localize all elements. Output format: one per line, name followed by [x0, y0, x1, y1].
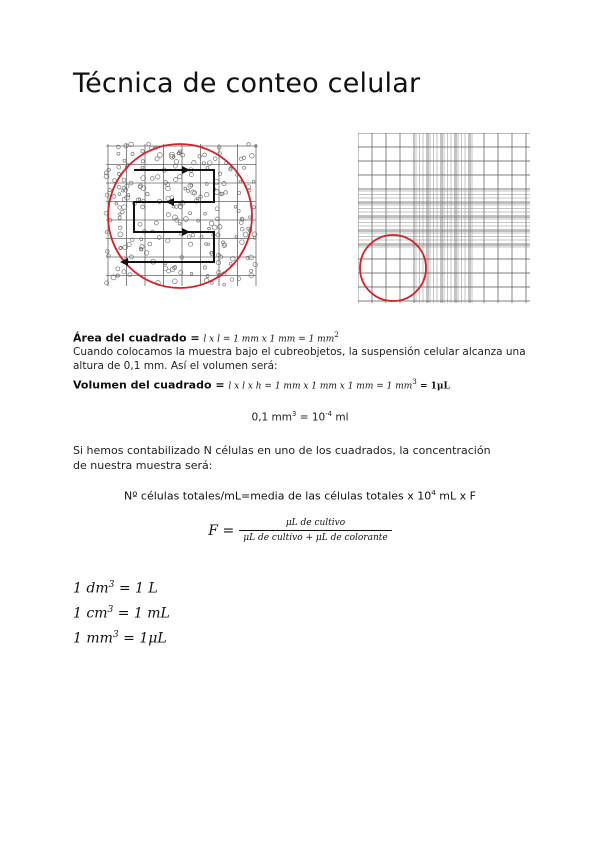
cell-dot	[172, 279, 177, 284]
hemocytometer-grid-figure	[358, 133, 530, 303]
cell-dot	[212, 225, 217, 230]
cell-dot	[253, 262, 257, 266]
cell-dot	[240, 227, 244, 231]
cell-dot	[252, 180, 255, 183]
cell-dot	[184, 217, 189, 222]
factor-fraction	[239, 518, 391, 543]
conversion-left: 0,1 mm	[251, 411, 293, 424]
page-title: Técnica de conteo celular	[73, 68, 421, 99]
cell-dot	[189, 212, 192, 215]
area-eq: =	[186, 331, 204, 345]
cell-dot	[147, 142, 151, 146]
cell-dot	[218, 225, 222, 229]
cell-dot	[108, 188, 111, 191]
paragraph2-line2: de nuestra muestra será:	[73, 459, 213, 472]
cell-dot	[138, 222, 142, 226]
cell-dot	[223, 283, 226, 286]
cell-dot	[117, 152, 120, 155]
factor-numerator: μL de cultivo	[239, 518, 391, 531]
conversion-exp1: 3	[292, 410, 297, 418]
unit-mm3-left: 1 mm	[73, 630, 113, 647]
cell-dot	[123, 159, 126, 162]
unit-cm3	[73, 605, 170, 622]
cell-dot	[238, 191, 241, 194]
concentration-line	[0, 488, 600, 503]
unit-dm3-exp: 3	[108, 580, 115, 590]
cell-dot	[208, 227, 211, 230]
cell-dot	[146, 192, 149, 195]
cell-dot	[131, 153, 134, 156]
cell-dot	[178, 222, 181, 225]
cell-dot	[166, 213, 170, 217]
cell-dot	[166, 196, 170, 200]
cell-dot	[122, 205, 127, 210]
cell-dot	[189, 242, 193, 246]
cell-dot	[209, 221, 214, 226]
volume-exp: 3	[412, 377, 417, 386]
cell-dot	[181, 153, 185, 157]
conversion-line	[0, 410, 600, 424]
cell-dot	[154, 221, 158, 225]
cell-dot	[203, 153, 207, 157]
cell-dot	[250, 269, 253, 272]
cell-dot	[239, 180, 242, 183]
cell-dot	[240, 240, 245, 245]
cell-dot	[234, 205, 237, 208]
cell-dot	[118, 193, 121, 196]
cell-dot	[230, 278, 234, 282]
cell-dot	[166, 239, 170, 243]
cell-dot	[229, 262, 232, 265]
cell-dot	[216, 233, 220, 237]
cell-dot	[122, 178, 126, 182]
paragraph1-line2: altura de 0,1 mm. Así el volumen será:	[73, 360, 278, 372]
cell-dot	[119, 213, 122, 216]
cell-dot	[203, 266, 206, 269]
unit-dm3-right: = 1 L	[114, 580, 158, 597]
cell-dot	[116, 267, 120, 271]
unit-cm3-left: 1 cm	[73, 605, 108, 622]
factor-formula	[0, 518, 600, 543]
cell-dot	[118, 216, 121, 219]
cell-dot	[216, 260, 220, 264]
unit-mm3	[73, 630, 167, 647]
cell-dot	[117, 165, 121, 169]
volume-label: Volumen del cuadrado	[73, 378, 212, 392]
area-formula: l x l = 1 mm x 1 mm = 1 mm	[203, 334, 335, 345]
factor-lhs: F =	[208, 523, 235, 539]
paragraph2-line1: Si hemos contabilizado N células en uno de los cuadrados, la concentración	[73, 444, 491, 457]
conversion-exp2: -4	[325, 410, 332, 418]
cell-dot	[211, 282, 214, 285]
area-line	[73, 330, 339, 345]
cell-dot	[119, 226, 122, 229]
cell-dot	[125, 184, 129, 188]
cell-dot	[141, 160, 144, 163]
cell-dot	[224, 191, 228, 195]
unit-cm3-right: = 1 mL	[113, 605, 170, 622]
concentration-tail: mL x F	[435, 489, 476, 503]
cell-dot	[249, 216, 252, 219]
cell-dot	[148, 242, 152, 246]
cell-dot	[206, 275, 209, 278]
cell-dot	[243, 166, 246, 169]
field-circle	[108, 144, 252, 288]
factor-denominator: μL de cultivo + μL de colorante	[243, 533, 388, 543]
cell-dot	[191, 233, 195, 237]
counting-pattern-figure	[102, 140, 260, 290]
unit-cm3-exp: 3	[107, 605, 114, 615]
cell-dot	[178, 175, 182, 179]
cell-dot	[141, 166, 144, 169]
area-label: Área del cuadrado	[73, 331, 187, 345]
unit-mm3-right: = 1μL	[118, 630, 167, 647]
cell-dot	[127, 242, 131, 246]
cell-dot	[155, 157, 159, 161]
cell-dot	[247, 227, 250, 230]
cell-dot	[187, 189, 190, 192]
unit-mm3-exp: 3	[112, 630, 119, 640]
cell-dot	[122, 270, 126, 274]
cell-dot	[250, 154, 255, 159]
cell-dot	[128, 273, 132, 277]
cell-dot	[204, 212, 207, 215]
cell-dot	[158, 153, 163, 158]
cell-dot	[141, 205, 145, 209]
paragraph1-line1: Cuando colocamos la muestra bajo el cubreobjetos, la suspensión celular alcanza una	[73, 346, 526, 358]
cell-dot	[243, 232, 248, 237]
cell-dot	[150, 177, 154, 181]
concentration-text: Nº células totales/mL=media de las células totales x 10	[124, 489, 432, 503]
cell-dot	[112, 195, 116, 199]
volume-result: = 1μL	[416, 381, 450, 392]
cell-dot	[118, 232, 123, 237]
cell-dot	[222, 182, 226, 186]
cell-dot	[247, 143, 250, 146]
cell-dot	[205, 193, 209, 197]
area-exp: 2	[334, 330, 339, 339]
cell-dot	[206, 166, 209, 169]
conversion-mid: = 10	[296, 411, 326, 424]
cell-dot	[215, 207, 219, 211]
cell-dot	[163, 266, 167, 270]
cell-dot	[156, 175, 160, 179]
volume-line	[73, 377, 450, 392]
cell-dot	[189, 173, 193, 177]
grid-lines	[358, 133, 530, 303]
cell-dot	[174, 160, 179, 165]
conversion-right: ml	[332, 411, 349, 424]
cell-dot	[252, 206, 255, 209]
cell-dot	[239, 221, 243, 225]
cell-dot	[117, 186, 121, 190]
concentration-exp: 4	[431, 488, 436, 497]
cell-dot	[106, 250, 110, 254]
cell-dot	[174, 178, 178, 182]
cell-dot	[184, 187, 187, 190]
cell-dot	[105, 193, 109, 197]
cell-dot	[118, 206, 122, 210]
cell-dot	[190, 272, 193, 275]
cell-dot	[141, 150, 144, 153]
volume-formula: l x l x h = 1 mm x 1 mm x 1 mm = 1 mm	[228, 381, 413, 392]
unit-dm3	[73, 580, 158, 597]
cell-dot	[187, 235, 191, 239]
unit-dm3-left: 1 dm	[73, 580, 109, 597]
volume-eq: =	[211, 378, 229, 392]
cell-dot	[115, 202, 118, 205]
cell-dot	[105, 231, 108, 234]
cell-dot	[213, 157, 217, 161]
cell-dot	[121, 210, 125, 214]
